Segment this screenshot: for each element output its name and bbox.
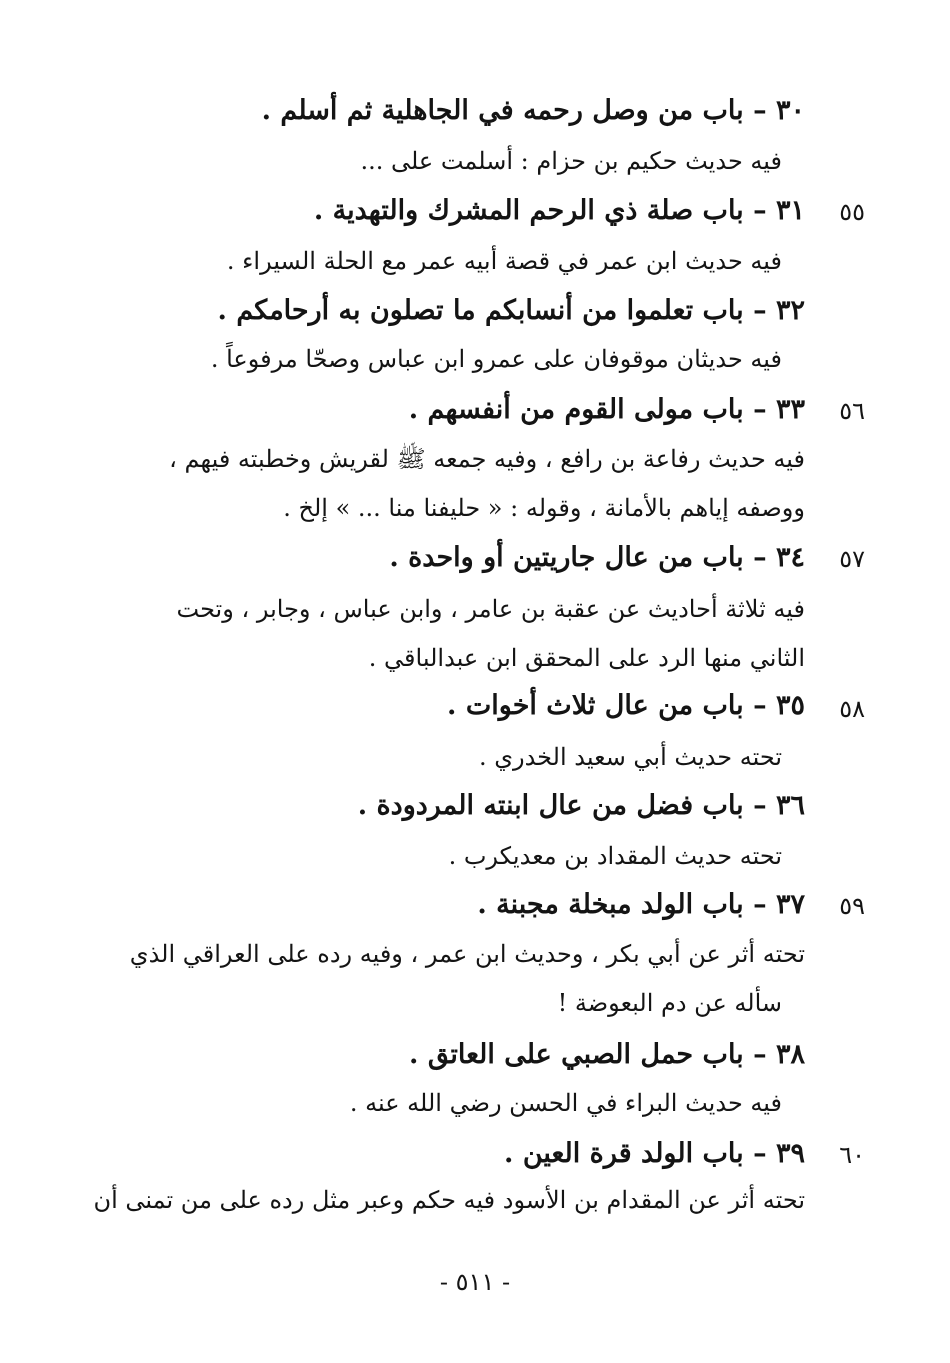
chapter-heading: ٣٨ – باب حمل الصبي على العاتق . [409, 1039, 805, 1070]
chapter-heading: ٣٠ – باب من وصل رحمه في الجاهلية ثم أسلم . [261, 95, 805, 126]
chapter-heading: ٣٤ – باب من عال جاريتين أو واحدة . [389, 542, 805, 573]
chapter-description: فيه حديثان موقوفان على عمرو ابن عباس وصحّا مرفوعاً . [210, 345, 782, 373]
page-reference: ٥٧ [839, 545, 865, 573]
chapter-description: الثاني منها الرد على المحقق ابن عبدالباقي . [368, 644, 805, 672]
chapter-description: تحته أثر عن المقدام بن الأسود فيه حكم وعبر مثل رده على من تمنى أن [93, 1186, 805, 1214]
page-reference: ٥٦ [839, 397, 865, 425]
chapter-description: ووصفه إياهم بالأمانة ، وقوله : « حليفنا منا ... » إلخ . [283, 494, 805, 522]
chapter-heading: ٣٢ – باب تعلموا من أنسابكم ما تصلون به أرحامكم . [217, 295, 805, 326]
chapter-description: تحته أثر عن أبي بكر ، وحديث ابن عمر ، وفيه رده على العراقي الذي [129, 940, 805, 968]
chapter-heading: ٣٣ – باب مولى القوم من أنفسهم . [408, 394, 805, 425]
chapter-heading: ٣٧ – باب الولد مبخلة مجبنة . [477, 889, 805, 920]
chapter-description: فيه ثلاثة أحاديث عن عقبة بن عامر ، وابن عباس ، وجابر ، وتحت [176, 595, 805, 623]
page-reference: ٥٩ [839, 892, 865, 920]
chapter-heading: ٣٦ – باب فضل من عال ابنته المردودة . [357, 790, 805, 821]
chapter-description: تحته حديث أبي سعيد الخدري . [478, 743, 782, 771]
chapter-description: فيه حديث رفاعة بن رافع ، وفيه جمعه ﷺ لقريش وخطبته فيهم ، [169, 445, 805, 473]
chapter-heading: ٣٥ – باب من عال ثلاث أخوات . [447, 690, 805, 721]
page-number-footer: - ٥١١ - [439, 1268, 511, 1296]
chapter-heading: ٣١ – باب صلة ذي الرحم المشرك والتهدية . [313, 195, 805, 226]
chapter-heading: ٣٩ – باب الولد قرة العين . [504, 1138, 805, 1169]
page-reference: ٦٠ [839, 1141, 865, 1169]
chapter-description: فيه حديث حكيم بن حزام : أسلمت على ... [360, 147, 782, 175]
page-reference: ٥٥ [839, 198, 865, 226]
chapter-description: فيه حديث البراء في الحسن رضي الله عنه . [349, 1089, 782, 1117]
page-reference: ٥٨ [839, 695, 865, 723]
chapter-description: سأله عن دم البعوضة ! [557, 989, 782, 1017]
chapter-description: تحته حديث المقداد بن معديكرب . [448, 842, 782, 870]
chapter-description: فيه حديث ابن عمر في قصة أبيه عمر مع الحلة السيراء . [226, 247, 782, 275]
